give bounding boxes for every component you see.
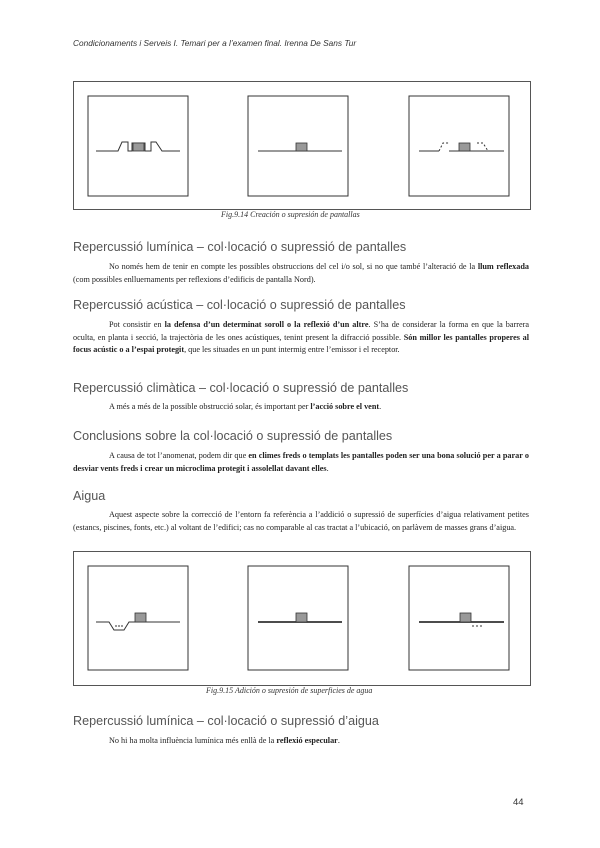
section-heading: Conclusions sobre la col·locació o supressió de pantalles	[73, 429, 393, 443]
figure-water	[73, 551, 531, 686]
figure-caption: Fig.9.14 Creación o supresión de pantallas	[221, 210, 360, 219]
section-paragraph: Aquest aspecte sobre la correcció de l’entorn fa referència a l’addició o supressió de superfícies d’aigua relativament petites (estancs, piscines, fonts, etc.) al voltant de l’edifici; cas no comparable al cas tractat a l’ubicació, on parlàvem de masses grans d’aigua.	[73, 510, 529, 532]
section-paragraph: No només hem de tenir en compte les possibles obstruccions del cel i/o sol, si no que també l’alteració de la llum reflexada (com possibles enlluernaments per reflexions d’edificis de pantalla Nord).	[73, 262, 530, 284]
section-heading: Aigua	[73, 489, 106, 503]
section-heading: Repercussió lumínica – col·locació o supressió d’aigua	[73, 714, 379, 728]
figure-water-drawing	[74, 552, 530, 685]
section-paragraph: A més a més de la possible obstrucció solar, és important per l’acció sobre el vent.	[109, 402, 382, 411]
running-header: Condicionaments i Serveis I. Temari per a l’examen final. Irenna De Sans Tur	[73, 38, 357, 48]
page-number: 44	[513, 797, 524, 808]
section-paragraph: Pot consistir en la defensa d’un determinat soroll o la reflexió d’un altre. S’ha de considerar la forma en que la barrera oculta, en planta i secció, la trajectòria de les ones acústiques, tenint present la difracció possible. Són millor les pantalles properes al focus acústic o a l’espai protegit, que les situades en un punt intermig entre l’emissor i el receptor.	[73, 320, 530, 355]
section-paragraph: A causa de tot l’anomenat, podem dir que en climes freds o templats les pantalles poden ser una bona solució per a parar o desviar vents freds i crear un microclima protegit i assolellat davant elles.	[73, 451, 529, 473]
figure-caption: Fig.9.15 Adición o supresión de superficies de agua	[206, 686, 373, 695]
figure-screens	[73, 81, 531, 210]
section-heading: Repercussió climàtica – col·locació o supressió de pantalles	[73, 381, 409, 395]
figure-screens-drawing	[74, 82, 530, 209]
section-heading: Repercussió lumínica – col·locació o supressió de pantalles	[73, 240, 407, 254]
section-heading: Repercussió acústica – col·locació o supressió de pantalles	[73, 298, 406, 312]
section-paragraph: No hi ha molta influència lumínica més enllà de la reflexió especular.	[109, 736, 340, 745]
